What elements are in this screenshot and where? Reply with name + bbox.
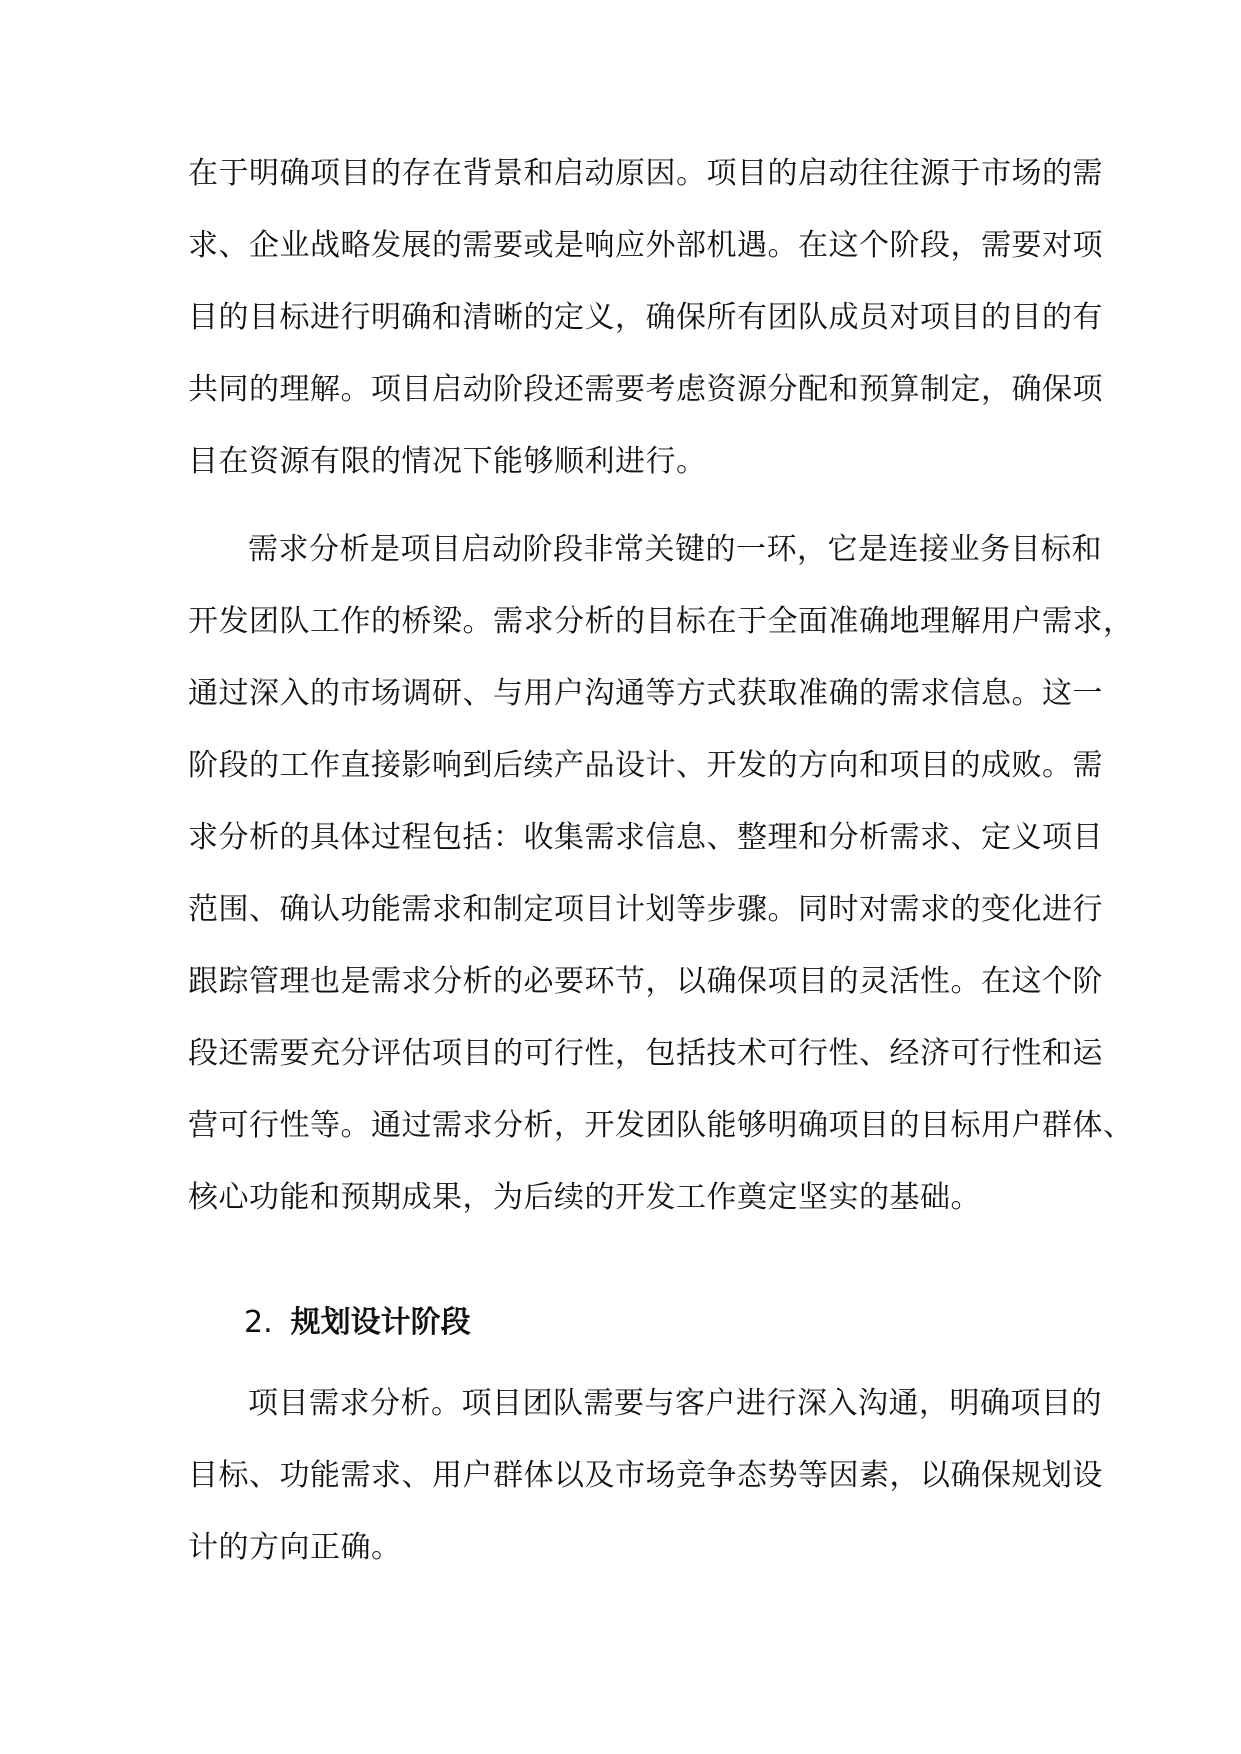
paragraph-2-line: 通过深入的市场调研、与用户沟通等方式获取准确的需求信息。这一 — [188, 676, 1103, 711]
paragraph-1-line: 在于明确项目的存在背景和启动原因。项目的启动往往源于市场的需 — [188, 156, 1103, 191]
paragraph-1-line: 共同的理解。项目启动阶段还需要考虑资源分配和预算制定，确保项 — [188, 372, 1103, 407]
paragraph-2-line: 营可行性等。通过需求分析，开发团队能够明确项目的目标用户群体、 — [188, 1108, 1134, 1143]
paragraph-1-line: 目在资源有限的情况下能够顺利进行。 — [188, 444, 707, 479]
section-number: 2. — [244, 1305, 273, 1340]
paragraph-2-line: 开发团队工作的桥梁。需求分析的目标在于全面准确地理解用户需求， — [188, 604, 1134, 639]
paragraph-2-line: 核心功能和预期成果，为后续的开发工作奠定坚实的基础。 — [188, 1180, 981, 1215]
section-title: 规划设计阶段 — [290, 1305, 471, 1340]
paragraph-1-line: 目的目标进行明确和清晰的定义，确保所有团队成员对项目的目的有 — [188, 300, 1103, 335]
paragraph-2-line: 跟踪管理也是需求分析的必要环节，以确保项目的灵活性。在这个阶 — [188, 964, 1103, 999]
paragraph-2-line: 求分析的具体过程包括：收集需求信息、整理和分析需求、定义项目 — [188, 820, 1103, 855]
paragraph-1-line: 求、企业战略发展的需要或是响应外部机遇。在这个阶段，需要对项 — [188, 228, 1103, 263]
paragraph-3-line: 计的方向正确。 — [188, 1530, 402, 1565]
section-heading — [244, 1303, 471, 1343]
paragraph-2-line: 阶段的工作直接影响到后续产品设计、开发的方向和项目的成败。需 — [188, 748, 1103, 783]
paragraph-3-line: 目标、功能需求、用户群体以及市场竞争态势等因素，以确保规划设 — [188, 1458, 1103, 1493]
paragraph-3-line: 项目需求分析。项目团队需要与客户进行深入沟通，明确项目的 — [248, 1386, 1102, 1421]
paragraph-2-line: 范围、确认功能需求和制定项目计划等步骤。同时对需求的变化进行 — [188, 892, 1103, 927]
paragraph-2-line: 需求分析是项目启动阶段非常关键的一环，它是连接业务目标和 — [248, 532, 1102, 567]
paragraph-2-line: 段还需要充分评估项目的可行性，包括技术可行性、经济可行性和运 — [188, 1036, 1103, 1071]
